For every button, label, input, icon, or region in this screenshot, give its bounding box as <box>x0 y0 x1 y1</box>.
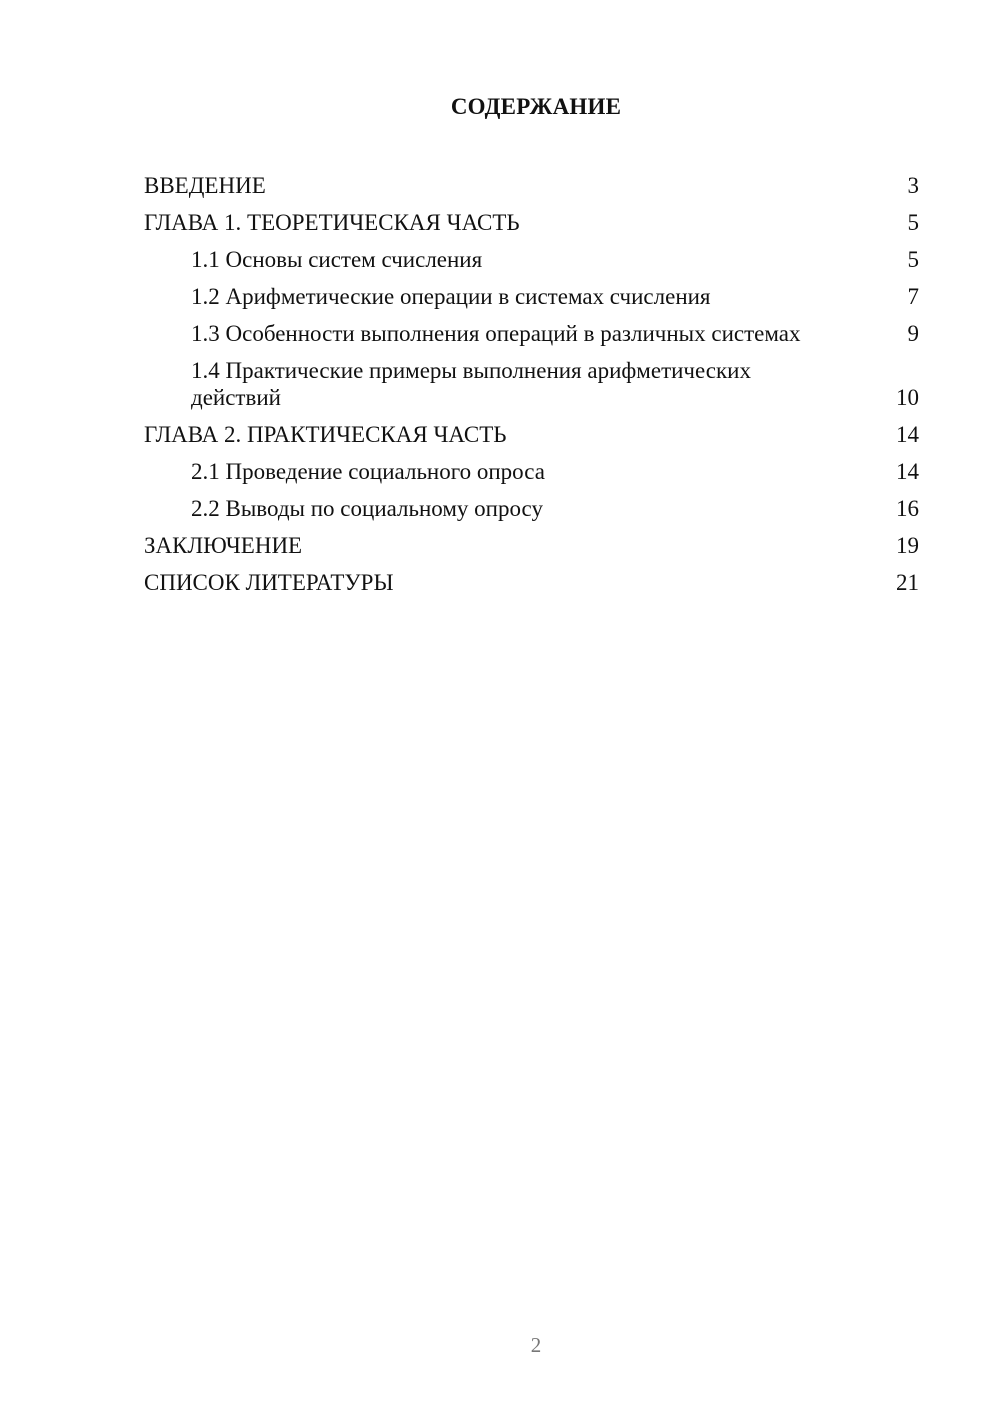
table-of-contents <box>144 167 919 601</box>
toc-entry-text: 2.1 Проведение социального опроса <box>191 459 545 484</box>
toc-entry-page: 10 <box>896 385 919 410</box>
toc-entry-section-1-4[interactable] <box>144 352 919 416</box>
toc-entry-text: 1.3 Особенности выполнения операций в различных системах <box>191 321 801 346</box>
toc-entry-page: 21 <box>896 570 919 595</box>
toc-entry-page: 3 <box>907 173 919 198</box>
toc-entry-page: 7 <box>907 284 919 309</box>
toc-entry-page: 14 <box>896 459 919 484</box>
toc-entry-text: ГЛАВА 1. ТЕОРЕТИЧЕСКАЯ ЧАСТЬ <box>144 210 520 235</box>
toc-entry-conclusion[interactable] <box>144 527 919 564</box>
toc-entry-chapter-1[interactable] <box>144 204 919 241</box>
toc-entry-bibliography[interactable] <box>144 564 919 601</box>
toc-entry-text: 1.1 Основы систем счисления <box>191 247 483 272</box>
page-number: 2 <box>530 1333 542 1357</box>
toc-entry-section-1-1[interactable] <box>144 241 919 278</box>
toc-entry-chapter-2[interactable] <box>144 416 919 453</box>
toc-entry-page: 16 <box>896 496 919 521</box>
toc-entry-text: 1.4 Практические примеры выполнения арифметических действий <box>191 358 751 410</box>
toc-entry-section-2-1[interactable] <box>144 453 919 490</box>
toc-entry-page: 5 <box>907 247 919 272</box>
toc-entry-section-1-2[interactable] <box>144 278 919 315</box>
toc-entry-text: ВВЕДЕНИЕ <box>144 173 266 198</box>
toc-entry-text: 1.2 Арифметические операции в системах счисления <box>191 284 711 309</box>
toc-entry-page: 9 <box>907 321 919 346</box>
toc-entry-text: СПИСОК ЛИТЕРАТУРЫ <box>144 570 394 595</box>
toc-entry-page: 14 <box>896 422 919 447</box>
toc-entry-section-2-2[interactable] <box>144 490 919 527</box>
toc-entry-section-1-3[interactable] <box>144 315 919 352</box>
page-title: СОДЕРЖАНИЕ <box>450 94 622 119</box>
toc-entry-introduction[interactable] <box>144 167 919 204</box>
toc-entry-text: ГЛАВА 2. ПРАКТИЧЕСКАЯ ЧАСТЬ <box>144 422 507 447</box>
toc-entry-page: 5 <box>907 210 919 235</box>
toc-entry-page: 19 <box>896 533 919 558</box>
toc-entry-text: 2.2 Выводы по социальному опросу <box>191 496 543 521</box>
toc-entry-text: ЗАКЛЮЧЕНИЕ <box>144 533 303 558</box>
